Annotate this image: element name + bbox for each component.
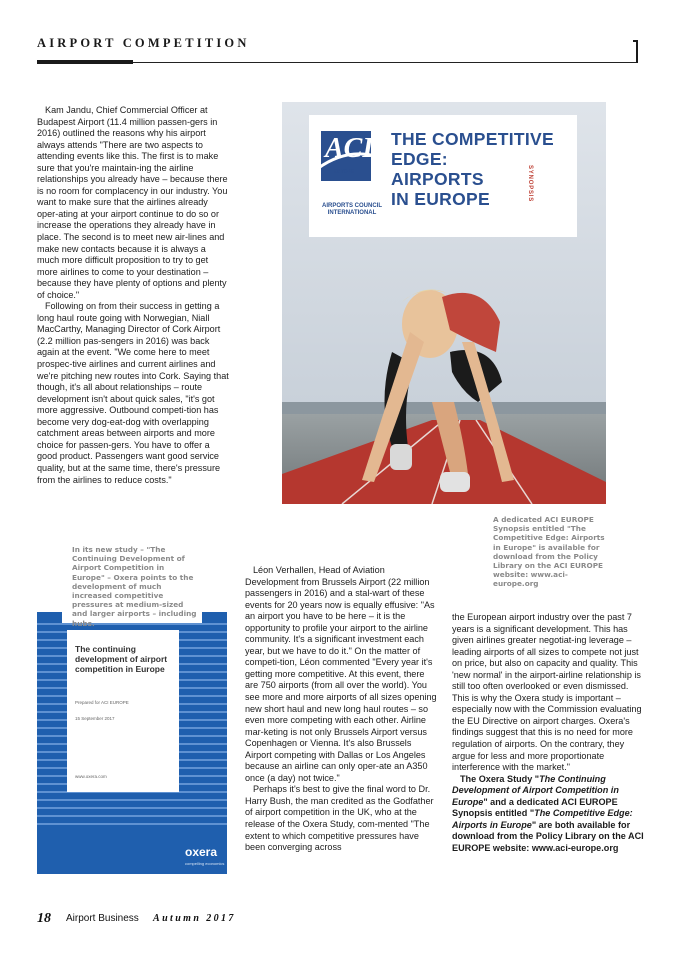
header-rule-end [636,40,638,63]
header-rule-tick [633,40,638,42]
oxera-tagline: compelling economics [185,861,225,866]
report-url: www.oxera.com [75,774,107,779]
paragraph: Kam Jandu, Chief Commercial Officer at Budapest Airport (11.4 million passen-gers in 2016) outlined the reasons why his airport always attends "There are two aspects to attending events like this. The first is to make sure that you're maintain-ing the airline relationships you already have – because there is no room for complacency in our industry. You want to make sure that the airlines already oper-ating at your airport continue to do so or increase the operations they already have in place. The second is to meet new air-lines and make new contacts because it is always a much more difficult proposition to try to get more airlines to come to your destination – because they have plenty of options and plenty of choice." [37,105,228,300]
column-1 [37,105,229,486]
synopsis-headline: THE COMPETITIVE EDGE: AIRPORTS IN EUROPE [391,129,554,209]
header-rule-accent [37,60,133,64]
page-number: 18 [37,911,51,926]
synopsis-photo [282,102,606,504]
aci-logo-org: AIRPORTS COUNCIL INTERNATIONAL [322,203,382,216]
paragraph: the European airport industry over the past 7 years is a significant development. This has given airlines greater negotiat-ing leverage – leading airports of all sizes to compete not just on price, but also on capacity and quality. This 'new normal' in the airport-airline relationship is still too often overlooked or even dismissed. This is why the Oxera study is important – especially now with the Commission evaluating the EU Directive on airport charges. Oxera's findings suggest that this is no need for more regulation of airports. On the contrary, they argue for less and more proportionate interference with the market." [452,612,642,773]
paragraph: Perhaps it's best to give the final word to Dr. Harry Bush, the man credited as the Godfather of airport competition in the UK, who at the release of the Oxera Study, com-mented "The extent to which competitive pressures have been converging across [245,784,434,853]
report-cover [37,612,227,874]
magazine-name: Airport Business [66,913,139,924]
report-cover-panel [67,630,179,792]
paragraph: Léon Verhallen, Head of Aviation Development from Brussels Airport (22 million passengers in 2016) and a stal-wart of these events for 20 years now is equally effusive: "As an airport you have to be here – it is the opportunity to profile your airport to the airline community. It's a significant investment each year, but we have to do it." On the matter of competi-tion, Léon commented "Every year it's getting more competitive. At this event, there are 750 airports (from all over the world). You see more and more airports of all sizes opening new short haul and new long haul routes – so even more competing with each other. Airline mar-keting is not only Brussels Airport versus Copenhagen or Vienna. It's also Brussels Airport competing with Dallas or Los Angeles because an airline can only oper-ate an A350 once (a day) not twice." [245,565,437,783]
issue-label: Autumn 2017 [153,913,236,924]
synopsis-cover [309,115,577,237]
report-caption: In its new study – "The Continuing Development of Airport Competition in Europe" – Oxera points to the development of much increased competitive pressures at medium-sized and larger airports – including hubs. [72,545,197,628]
aci-logo-word: EUROPE [333,169,355,175]
section-title: AIRPORT COMPETITION [37,36,250,50]
oxera-logo: oxera [185,845,218,859]
report-title: The continuing development of airport competition in Europe [75,644,168,674]
report-prepared-for: Prepared for ACI EUROPE [75,700,129,705]
paragraph: Following on from their success in getting a long haul route going with Norwegian, Niall MacCarthy, Managing Director of Cork Airport (2.2 million pas-sengers in 2016) was back again at the event. "We come here to meet prospec-tive airlines and current airlines and we're pitching new routes into Cork. Saying that though, it's all about relationships – route development isn't about quick sales, "it's got more aggressive. Outbound competi-tion has become very dog-eat-dog with overlapping catchment areas between airports and more choice for passen-gers. You have to offer a good product. Passengers want good service quality, but at the same time, there's pressure from the airlines to reduce costs." [37,301,229,485]
synopsis-vertical-tag: SYNOPSIS [527,165,533,203]
photo-caption: A dedicated ACI EUROPE Synopsis entitled "The Competitive Edge: Airports in Europe" is available for download from the Policy Library on the ACI EUROPE website: www.aci-europe.org [493,515,605,589]
column-3 [452,612,646,854]
aci-logo-letters: ACI [325,133,374,164]
column-2 [245,565,438,854]
report-date: 15 September 2017 [75,716,115,721]
paragraph-closing: The Oxera Study "The Continuing Development of Airport Competition in Europe" and a dedicated ACI EUROPE Synopsis entitled "The Competitive Edge: Airports in Europe" are both available for download from the Policy Library on the ACI EUROPE website: www.aci-europe.org [452,773,644,853]
